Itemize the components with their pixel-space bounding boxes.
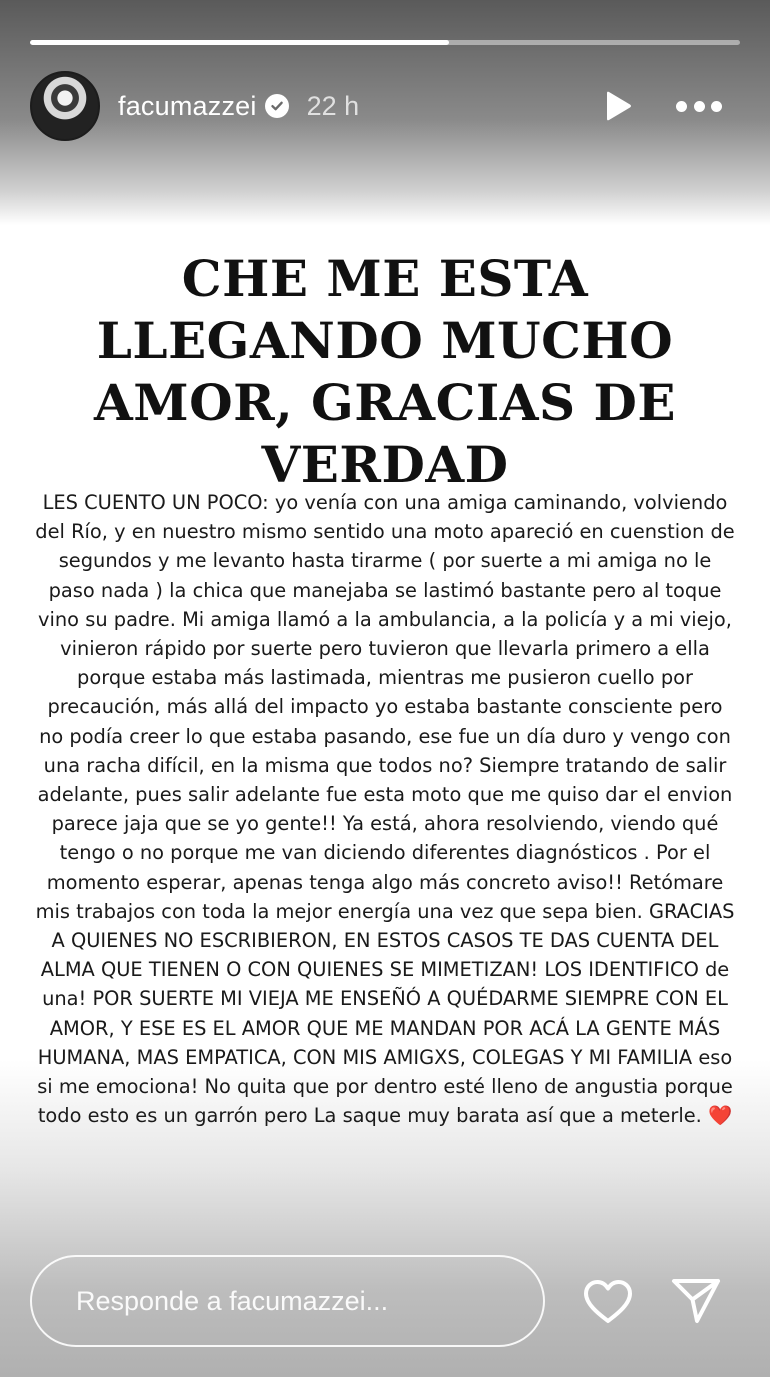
play-button[interactable] [600,88,636,124]
verified-badge-icon [265,94,289,118]
reply-bar[interactable] [30,1255,545,1347]
more-options-icon [711,101,722,112]
like-button[interactable] [582,1278,634,1326]
heart-icon [582,1278,634,1326]
avatar[interactable] [30,71,100,141]
more-options-icon [694,101,705,112]
more-options-icon [676,101,687,112]
story-headline: CHE ME ESTA LLEGANDO MUCHO AMOR, GRACIAS DE VERDAD [93,249,677,494]
more-options-button[interactable] [674,88,724,124]
story-body-text: LES CUENTO UN POCO: yo venía con una amiga caminando, volviendo del Río, y en nuestro mismo sentido una moto apareció en cuenstion de segundos y me levanto hasta tirarme ( por suerte a mi amiga no le paso nada ) la chica que manejaba se lastimó bastante pero al toque vino su padre. Mi amiga llamó a la ambulancia, a la policía y a mi viejo, vinieron rápido por suerte pero tuvieron que llevarla primero a ella porque estaba más lastimada, mientras me pusieron cuello por precaución, más allá del impacto yo estaba bastante consciente pero no podía creer lo que estaba pasando, ese fue un día duro y vengo con una racha difícil, en la misma que todos no? Siempre tratando de salir adelante, pues salir adelante fue esta moto que me quiso dar el envion parece jaja que se yo gente!! Ya está, ahora resolviendo, viendo qué tengo o no porque me van diciendo diferentes diagnósticos . Por el momento esperar, apenas tenga algo más concreto aviso!! Retómare mis trabajos con toda la mejor energía una vez que sepa bien. GRACIAS A QUIENES NO ESCRIBIERON, EN ESTOS CASOS TE DAS CUENTA DEL ALMA QUE TIENEN O CON QUIENES SE MIMETIZAN! LOS IDENTIFICO de una! POR SUERTE MI VIEJA ME ENSEÑÓ A QUÉDARME SIEMPRE CON EL AMOR, Y ESE ES EL AMOR QUE ME MANDAN POR ACÁ LA GENTE MÁS HUMANA, MAS EMPATICA, CON MIS AMIGXS, COLEGAS Y MI FAMILIA eso si me emociona! No quita que por dentro esté lleno de angustia porque todo esto es un garrón pero La saque muy barata así que a meterle. ❤️ [35,491,735,1128]
username[interactable]: facumazzei [118,90,257,121]
reply-input[interactable] [76,1286,543,1317]
send-button[interactable] [670,1276,722,1326]
play-icon [603,90,633,122]
story-progress-fill [30,40,449,45]
story-progress-bar [30,40,740,45]
story-header [30,70,740,142]
send-icon [670,1276,722,1326]
post-time: 22 h [306,90,360,121]
